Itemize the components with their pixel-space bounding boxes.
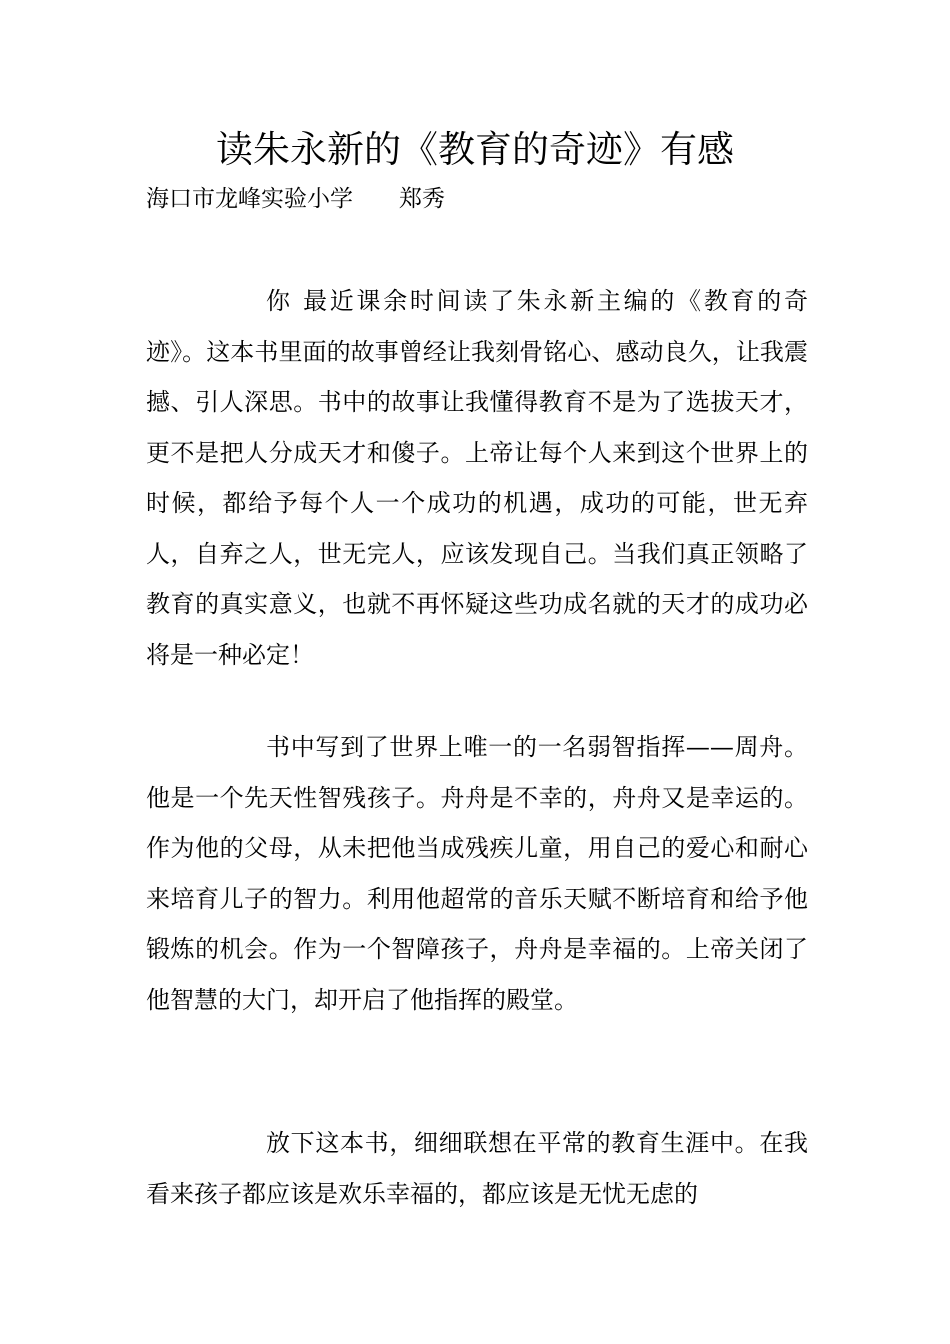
author-byline: 海口市龙峰实验小学 郑秀 (146, 186, 445, 212)
paragraph-2: 书中写到了世界上唯一的一名弱智指挥——周舟。他是一个先天性智残孩子。舟舟是不幸的，舟舟又是幸运的。作为他的父母，从未把他当成残疾儿童，用自己的爱心和耐心来培育儿子的智力。利用他超常的音乐天赋不断培育和给予他锻炼的机会。作为一个智障孩子，舟舟是幸福的。上帝关闭了他智慧的大门，却开启了他指挥的殿堂。 (146, 733, 808, 1014)
document-title: 读朱永新的《教育的奇迹》有感 (216, 128, 734, 171)
paragraph-1: 你 最近课余时间读了朱永新主编的《教育的奇迹》。这本书里面的故事曾经让我刻骨铭心、感动良久，让我震撼、引人深思。书中的故事让我懂得教育不是为了选拔天才，更不是把人分成天才和傻子。上帝让每个人来到这个世界上的时候，都给予每个人一个成功的机遇，成功的可能，世无弃人，自弃之人，世无完人，应该发现自己。当我们真正领略了教育的真实意义，也就不再怀疑这些功成名就的天才的成功必将是一种必定！ (146, 287, 808, 669)
paragraph-3: 放下这本书，细细联想在平常的教育生涯中。在我看来孩子都应该是欢乐幸福的，都应该是无忧无虑的 (146, 1129, 808, 1208)
